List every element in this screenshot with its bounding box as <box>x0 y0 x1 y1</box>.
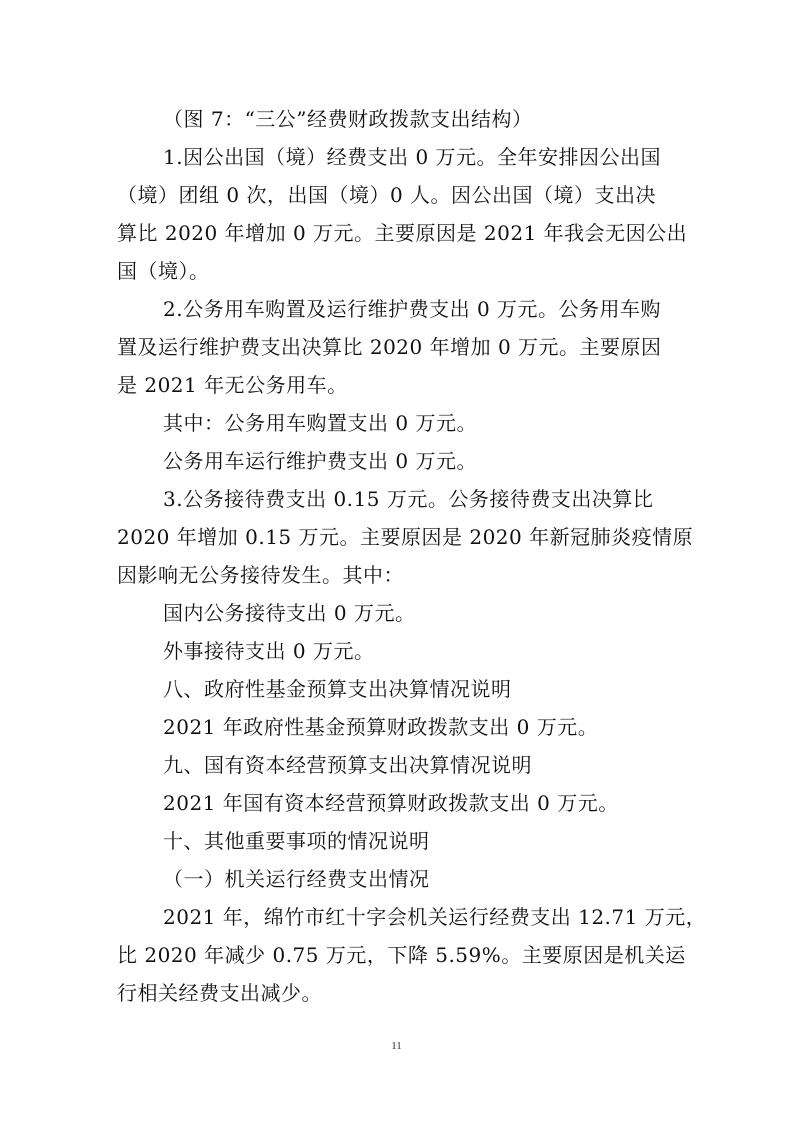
vehicle-maintenance-line: 公务用车运行维护费支出 0 万元。 <box>163 449 477 473</box>
paragraph-line: 算比 2020 年增加 0 万元。主要原因是 2021 年我会无因公出 <box>117 221 688 245</box>
section-9-heading: 九、国有资本经营预算支出决算情况说明 <box>163 753 532 777</box>
page-number: 11 <box>391 1040 402 1052</box>
vehicle-purchase-line: 其中：公务用车购置支出 0 万元。 <box>163 411 477 435</box>
paragraph-line: 1.因公出国（境）经费支出 0 万元。全年安排因公出国 <box>163 145 662 169</box>
vehicle-expense-paragraph <box>117 290 681 404</box>
document-body <box>117 100 707 1012</box>
paragraph-line: 2021 年，绵竹市红十字会机关运行经费支出 12.71 万元， <box>163 905 707 929</box>
section-10-heading: 十、其他重要事项的情况说明 <box>163 829 430 853</box>
paragraph-line: 国（境）。 <box>117 259 210 283</box>
paragraph-line: 3.公务接待费支出 0.15 万元。公务接待费支出决算比 <box>163 487 654 511</box>
travel-expense-paragraph <box>117 138 688 290</box>
section-8-heading: 八、政府性基金预算支出决算情况说明 <box>163 677 512 701</box>
reception-expense-paragraph <box>117 480 694 594</box>
paragraph-line: 因影响无公务接待发生。其中： <box>117 563 404 587</box>
paragraph-line: （境）团组 0 次，出国（境）0 人。因公出国（境）支出决 <box>117 183 657 207</box>
section-8-body: 2021 年政府性基金预算财政拨款支出 0 万元。 <box>163 715 599 739</box>
paragraph-line: 是 2021 年无公务用车。 <box>117 373 348 397</box>
paragraph-line: 置及运行维护费支出决算比 2020 年增加 0 万元。主要原因 <box>117 335 662 359</box>
foreign-reception-line: 外事接待支出 0 万元。 <box>163 639 375 663</box>
operating-expense-paragraph <box>117 898 707 1012</box>
domestic-reception-line: 国内公务接待支出 0 万元。 <box>163 601 416 625</box>
paragraph-line: 比 2020 年减少 0.75 万元，下降 5.59%。主要原因是机关运 <box>117 943 686 967</box>
section-9-body: 2021 年国有资本经营预算财政拨款支出 0 万元。 <box>163 791 619 815</box>
paragraph-line: 2.公务用车购置及运行维护费支出 0 万元。公务用车购 <box>163 297 662 321</box>
section-10-subheading: （一）机关运行经费支出情况 <box>163 867 430 891</box>
figure-caption: （图 7：“三公”经费财政拨款支出结构） <box>163 107 533 131</box>
paragraph-line: 2020 年增加 0.15 万元。主要原因是 2020 年新冠肺炎疫情原 <box>117 525 694 549</box>
paragraph-line: 行相关经费支出减少。 <box>117 981 322 1005</box>
